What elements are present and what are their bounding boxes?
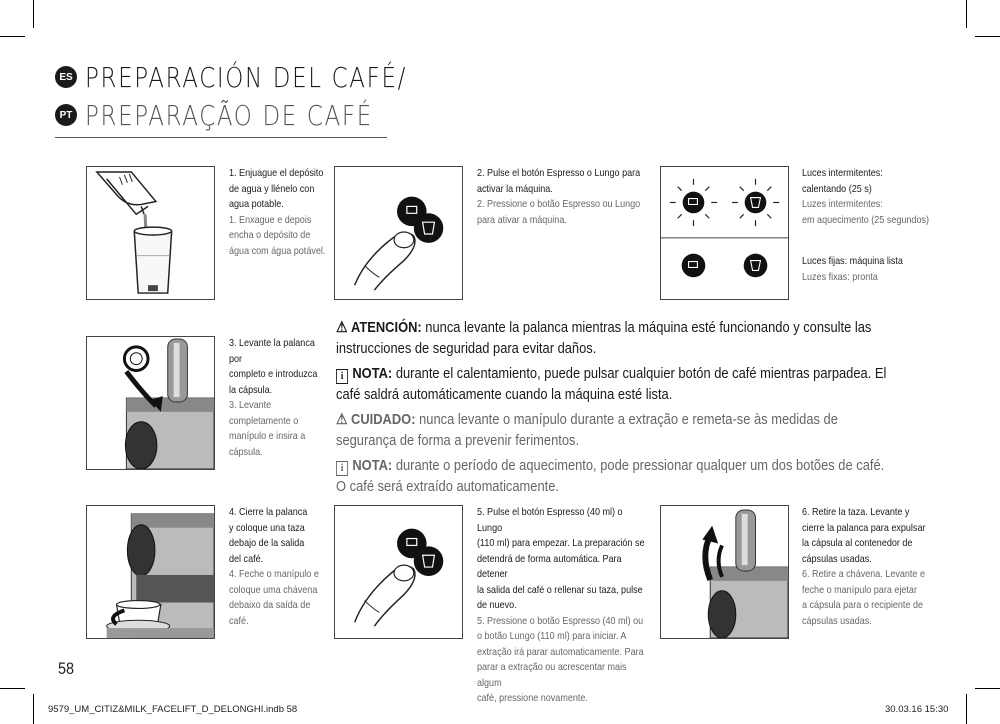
step1-pt-line: água com água potável.	[229, 244, 326, 257]
step5-illustration	[334, 505, 463, 639]
step6-es-line: 6. Retire la taza. Levante y	[802, 506, 910, 518]
info-note-es	[336, 363, 886, 405]
step5-pt-line: café, pressione novamente.	[477, 692, 588, 704]
step5-es-line: (110 ml) para empezar. La preparación se	[477, 537, 645, 549]
step1-pt-line: encha o depósito de	[229, 229, 311, 241]
step6-pt-line: 6. Retire a chávena. Levante e	[802, 568, 925, 580]
info-text-es: durante el calentamiento, puede pulsar cualquier botón de café mientras parpadea. El café saldrá automáticamente cuando la máquina esté lista.	[336, 365, 887, 403]
step5-pt-line: parar a extração ou acrescentar mais algum	[477, 661, 627, 689]
crop-mark	[966, 694, 967, 724]
warning-icon: ⚠	[336, 319, 348, 336]
step1-illustration	[86, 166, 215, 300]
crop-mark	[0, 36, 25, 37]
step3-es-line: 3. Levante la palanca por	[229, 337, 315, 365]
step2-es-line: activar la máquina.	[477, 182, 553, 195]
step5-es-line: de nuevo.	[477, 599, 517, 611]
step6-pt-line: feche o manípulo para ejetar	[802, 583, 917, 596]
step4-es-line: y coloque una taza	[229, 521, 305, 534]
crop-mark	[975, 36, 1000, 37]
title-es: PREPARACIÓN DEL CAFÉ/	[85, 60, 407, 94]
step3-caption	[229, 336, 324, 460]
step5-caption	[477, 505, 649, 707]
step5-pt-line: extração irá parar automaticamente. Para	[477, 645, 644, 658]
warning-text-es: nunca levante la palanca mientras la máquina esté funcionando y consulte las instrucciones de seguridad para evitar daños.	[336, 319, 872, 357]
warning-label-pt: CUIDADO:	[351, 411, 416, 428]
step1-caption	[229, 166, 341, 259]
page-number: 58	[58, 659, 75, 678]
step5-pt-line: 5. Pressione o botão Espresso (40 ml) ou	[477, 614, 644, 627]
step4-pt-line: coloque uma chávena	[229, 583, 318, 596]
step6-illustration	[660, 505, 789, 639]
lights-fixed-caption	[802, 254, 965, 285]
step1-pt-line: 1. Enxague e depois	[229, 213, 312, 226]
step3-es-line: la cápsula.	[229, 383, 273, 396]
pt-language-badge: PT	[55, 104, 77, 126]
step5-es-line: detendrá de forma automática. Para detener	[477, 552, 622, 580]
step3-pt-line: completamente o	[229, 414, 299, 427]
warning-label-es: ATENCIÓN:	[351, 319, 422, 336]
step4-es-line: debajo de la salida	[229, 537, 305, 549]
es-language-badge: ES	[55, 66, 77, 88]
lights-blink-pt-line: Luzes intermitentes:	[802, 198, 883, 210]
step4-es-line: 4. Cierre la palanca	[229, 506, 308, 518]
warning-icon: ⚠	[336, 411, 348, 428]
lights-fixed-es: Luces fijas: máquina lista	[802, 255, 903, 267]
footer-date: 30.03.16 15:30	[885, 704, 949, 715]
step6-pt-line: cápsulas usadas.	[802, 614, 872, 627]
lights-caption	[802, 166, 965, 228]
step6-es-line: la cápsula al contenedor de	[802, 537, 913, 549]
step3-pt-line: manípulo e insira a	[229, 430, 306, 442]
step1-es-line: de agua y llénelo con	[229, 182, 315, 195]
info-text-pt: durante o período de aquecimento, pode pressionar qualquer um dos botões de café. O café será extraído automaticamente.	[336, 457, 885, 495]
warning-note-pt	[336, 409, 886, 451]
step5-es-line: 5. Pulse el botón Espresso (40 ml) o Lungo	[477, 506, 623, 534]
crop-mark	[966, 0, 967, 28]
crop-mark	[975, 688, 1000, 689]
lights-blink-pt-line: em aquecimento (25 segundos)	[802, 213, 929, 226]
safety-notes	[336, 317, 886, 501]
lights-blink-es-line: Luces intermitentes:	[802, 167, 883, 179]
step3-es-line: completo e introduzca	[229, 368, 318, 380]
step3-pt-line: 3. Levante	[229, 399, 272, 411]
crop-mark	[0, 688, 25, 689]
page-title	[55, 58, 478, 134]
title-divider	[55, 137, 387, 138]
step5-es-line: la salida del café o rellenar su taza, pulse	[477, 583, 643, 596]
step4-pt-line: 4. Feche o manípulo e	[229, 568, 319, 580]
step4-es-line: del café.	[229, 552, 264, 565]
step3-illustration	[86, 336, 215, 470]
info-icon: i	[336, 369, 348, 384]
step6-pt-line: a cápsula para o recipiente de	[802, 599, 923, 611]
crop-mark	[33, 694, 34, 724]
step1-es-line: 1. Enjuague el depósito	[229, 167, 324, 179]
title-pt: PREPARAÇÃO DE CAFÉ	[85, 98, 373, 132]
step4-pt-line: debaixo da saída de café.	[229, 599, 311, 627]
lights-fixed-pt: Luzes fixas: pronta	[802, 270, 878, 283]
warning-text-pt: nunca levante o manípulo durante a extração e remeta-se às medidas de segurança de forma a prevenir ferimentos.	[336, 411, 838, 449]
step2-es-line: 2. Pulse el botón Espresso o Lungo para	[477, 167, 641, 179]
info-note-pt	[336, 455, 886, 497]
step2-illustration	[334, 166, 463, 300]
lights-blink-es-line: calentando (25 s)	[802, 182, 872, 195]
step5-pt-line: o botão Lungo (110 ml) para iniciar. A	[477, 630, 627, 642]
lights-status-panel	[660, 166, 789, 300]
info-label-pt: NOTA:	[352, 457, 393, 474]
warning-note-es	[336, 317, 886, 359]
step6-es-line: cápsulas usadas.	[802, 552, 872, 565]
info-label-es: NOTA:	[352, 365, 393, 382]
step1-es-line: agua potable.	[229, 198, 284, 210]
step6-es-line: cierre la palanca para expulsar	[802, 521, 926, 534]
step3-pt-line: cápsula.	[229, 445, 263, 458]
crop-mark	[33, 0, 34, 28]
step2-caption	[477, 166, 640, 228]
step4-illustration	[86, 505, 215, 639]
step2-pt-line: para ativar a máquina.	[477, 213, 567, 226]
step6-caption	[802, 505, 957, 629]
step2-pt-line: 2. Pressione o botão Espresso ou Lungo	[477, 198, 641, 210]
footer-filename: 9579_UM_CITIZ&MILK_FACELIFT_D_DELONGHI.indb 58	[48, 704, 298, 715]
step4-caption	[229, 505, 332, 629]
info-icon: i	[336, 461, 348, 476]
